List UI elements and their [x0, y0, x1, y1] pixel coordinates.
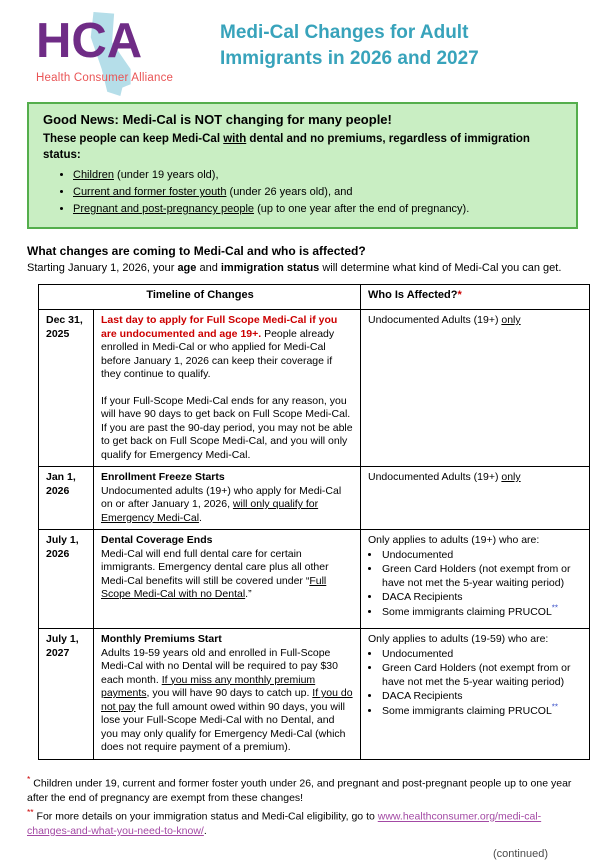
list-item: • Green Card Holders (not exempt from or have not met the 5-year waiting period) — [381, 563, 583, 590]
footnote-double-star-marker: ** — [552, 603, 558, 612]
logo-acronym: HCA — [36, 12, 194, 70]
table-row-july-1-2027 — [39, 629, 590, 760]
footnote-double-star-marker: ** — [552, 702, 558, 711]
section-line: Starting January 1, 2026, your age and immigration status will determine what kind of Medi-Cal you can get. — [27, 262, 578, 274]
table-row-jan-1-2026 — [39, 467, 590, 530]
list-item: • DACA Recipients — [381, 591, 583, 605]
footnote-2: ** For more details on your immigration status and Medi-Cal eligibility, go to www.healthconsumer.org/medi-cal-changes-and-what-you-need-to-know/. — [27, 805, 578, 839]
page-title-line1: Medi-Cal Changes for Adult — [220, 20, 479, 46]
list-item: • Undocumented — [381, 549, 583, 563]
timeline-cell — [94, 310, 361, 467]
changes-table — [38, 284, 590, 760]
timeline-paragraph: Medi-Cal will end full dental care for certain immigrants. Emergency dental care plus all other Medi-Cal benefits will still be covered under “Full Scope Medi-Cal with no Dental.” — [101, 548, 354, 602]
affected-list — [381, 648, 583, 719]
column-header-timeline: Timeline of Changes — [39, 285, 361, 310]
timeline-cell — [94, 629, 361, 760]
timeline-paragraph: Adults 19-59 years old and enrolled in Full-Scope Medi-Cal with no Dental will be required to pay $30 each month. If you miss any monthly premium payments, you will have 90 days to catch up. If you do not pay the full amount owed within 90 days, you will lose your Full-Scope Medi-Cal with no Dental, and you may only qualify for Emergency Medi-Cal (which does not require payment of a premium). — [101, 647, 354, 755]
timeline-cell — [94, 530, 361, 629]
table-header-row — [39, 285, 590, 310]
section-intro — [27, 244, 578, 274]
footnote-star-marker: * — [457, 289, 461, 301]
good-news-heading: Good News: Medi-Cal is NOT changing for many people! — [43, 112, 562, 127]
logo-tagline: Health Consumer Alliance — [36, 72, 194, 84]
list-item: • DACA Recipients — [381, 690, 583, 704]
table-row-dec-31-2025 — [39, 310, 590, 467]
list-item: • Children (under 19 years old), — [73, 167, 562, 184]
good-news-list — [73, 167, 562, 218]
timeline-cell — [94, 467, 361, 530]
date-cell: Jan 1, 2026 — [39, 467, 94, 530]
change-title: Monthly Premiums Start — [101, 633, 354, 647]
red-warning-text: Last day to apply for Full Scope Medi-Cal if you are undocumented and age 19+. — [101, 314, 337, 340]
change-title: Dental Coverage Ends — [101, 534, 354, 548]
good-news-intro — [43, 131, 562, 163]
good-news-box — [27, 102, 578, 229]
header — [0, 8, 605, 96]
good-news-intro-underlined: with — [223, 133, 246, 145]
list-item: • Current and former foster youth (under 26 years old), and — [73, 184, 562, 201]
footnote-1: * Children under 19, current and former foster youth under 26, and pregnant and post-pregnant people up to one year after the end of pregnancy are exempt from these changes! — [27, 772, 578, 806]
date-cell: July 1, 2026 — [39, 530, 94, 629]
affected-cell: Undocumented Adults (19+) only — [361, 310, 590, 467]
date-cell: Dec 31, 2025 — [39, 310, 94, 467]
affected-cell: Undocumented Adults (19+) only — [361, 467, 590, 530]
timeline-paragraph: Last day to apply for Full Scope Medi-Cal if you are undocumented and age 19+. People already enrolled in Medi-Cal or who applied for Medi-Cal before January 1, 2026 can keep their coverage if they continue to qualify. — [101, 314, 354, 382]
affected-intro: Only applies to adults (19-59) who are: — [368, 633, 583, 647]
list-item: • Green Card Holders (not exempt from or have not met the 5-year waiting period) — [381, 662, 583, 689]
continued-label: (continued) — [27, 847, 548, 861]
timeline-paragraph: If your Full-Scope Medi-Cal ends for any reason, you will have 90 days to get back on Full Scope Medi-Cal. If you are past the 90-day period, you may not be able to get back on Full Scope Medi-Cal, and you will only qualify for Emergency Medi-Cal. — [101, 395, 354, 463]
hca-logo — [36, 12, 194, 96]
footnotes — [27, 772, 578, 861]
timeline-paragraph: Undocumented adults (19+) who apply for Medi-Cal on or after January 1, 2026, will only qualify for Emergency Medi-Cal. — [101, 485, 354, 526]
date-cell: July 1, 2027 — [39, 629, 94, 760]
affected-cell — [361, 530, 590, 629]
footnote-star-marker: * — [27, 774, 30, 784]
page-title — [220, 20, 479, 72]
affected-cell — [361, 629, 590, 760]
healthconsumer-link[interactable]: www.healthconsumer.org/medi-cal-changes-and-what-you-need-to-know/ — [27, 811, 541, 838]
affected-intro: Only applies to adults (19+) who are: — [368, 534, 583, 548]
affected-list — [381, 549, 583, 620]
column-header-who: Who Is Affected?* — [361, 285, 590, 310]
change-title: Enrollment Freeze Starts — [101, 471, 354, 485]
list-item: • Some immigrants claiming PRUCOL** — [381, 705, 583, 719]
section-question: What changes are coming to Medi-Cal and who is affected? — [27, 244, 578, 258]
table-row-july-1-2026 — [39, 530, 590, 629]
good-news-intro-pre: These people can keep Medi-Cal — [43, 133, 223, 145]
list-item: • Undocumented — [381, 648, 583, 662]
list-item: • Some immigrants claiming PRUCOL** — [381, 606, 583, 620]
good-news-intro-post: dental and no premiums, regardless of immigration status: — [43, 133, 530, 161]
footnote-double-star-marker: ** — [27, 807, 34, 817]
page-title-line2: Immigrants in 2026 and 2027 — [220, 46, 479, 72]
list-item: • Pregnant and post-pregnancy people (up to one year after the end of pregnancy). — [73, 201, 562, 218]
